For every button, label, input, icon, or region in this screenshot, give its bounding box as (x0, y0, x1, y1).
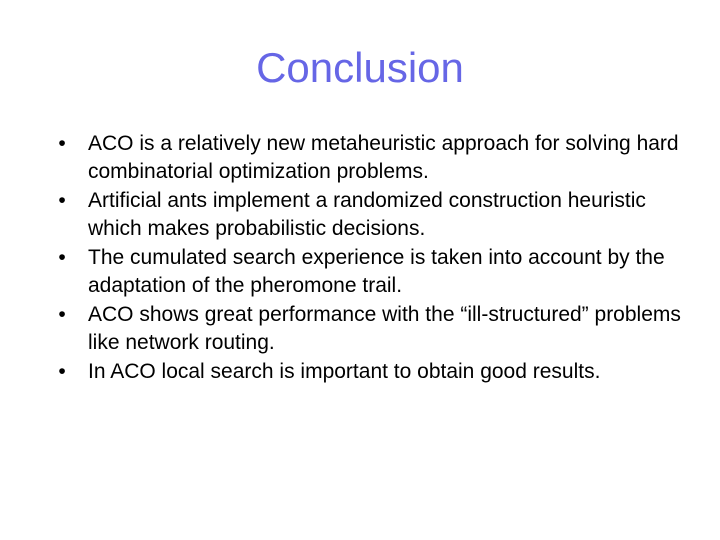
bullet-text: Artificial ants implement a randomized construction heuristic which makes probabilistic decisions. (88, 189, 646, 240)
bullet-text: ACO shows great performance with the “ill-structured” problems like network routing. (88, 303, 681, 354)
bullet-list (55, 130, 695, 387)
bullet-marker: • (58, 246, 66, 269)
bullet-text: ACO is a relatively new metaheuristic approach for solving hard combinatorial optimization problems. (88, 132, 679, 183)
bullet-item (55, 301, 695, 357)
bullet-item (55, 358, 695, 386)
bullet-marker: • (58, 132, 66, 155)
bullet-marker: • (58, 189, 66, 212)
slide-title: Conclusion (256, 44, 464, 91)
bullet-item (55, 130, 695, 186)
bullet-item (55, 187, 695, 243)
bullet-marker: • (58, 360, 66, 383)
bullet-text: The cumulated search experience is taken into account by the adaptation of the pheromone trail. (88, 246, 665, 297)
bullet-marker: • (58, 303, 66, 326)
bullet-item (55, 244, 695, 300)
bullet-text: In ACO local search is important to obtain good results. (88, 360, 601, 383)
